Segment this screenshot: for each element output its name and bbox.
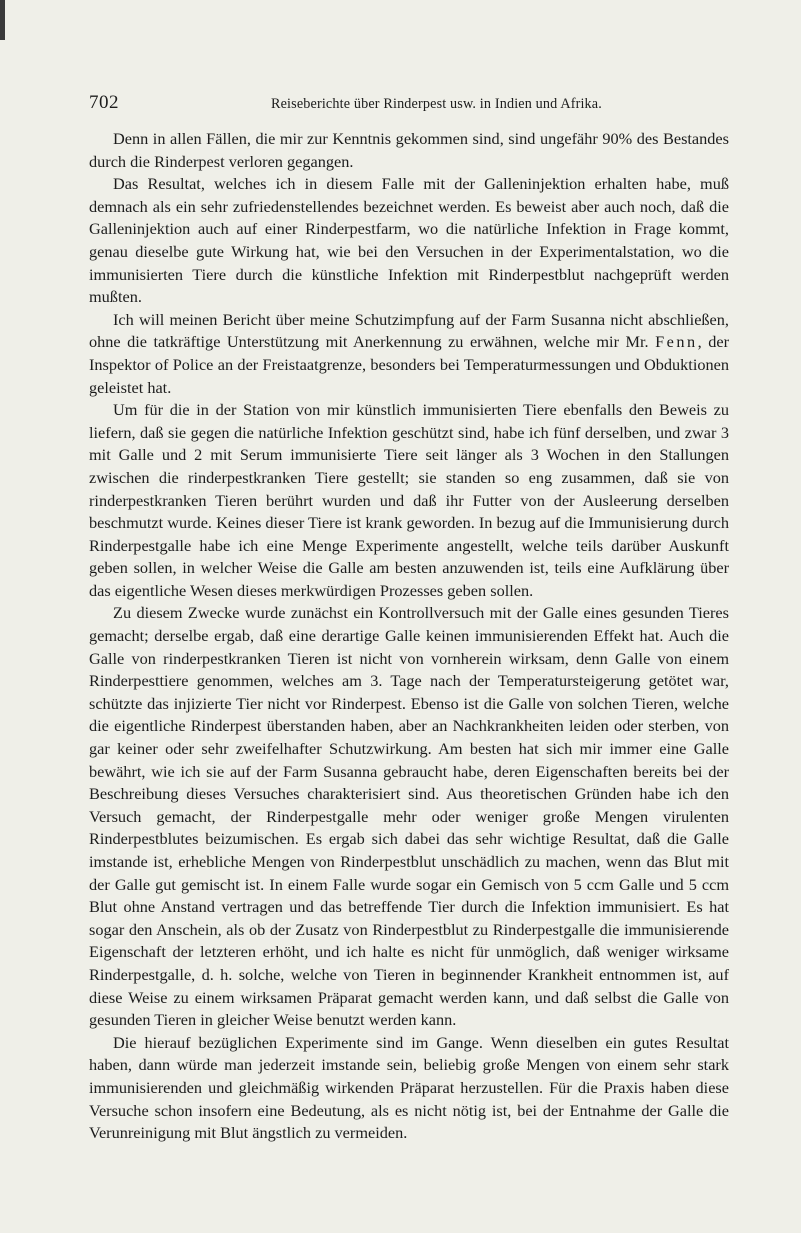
person-name-fenn: Fenn — [655, 332, 698, 352]
body-text — [89, 128, 729, 1145]
paragraph-4: Um für die in der Station von mir künstlich immunisierten Tiere ebenfalls den Beweis zu liefern, daß sie gegen die natürliche Infektion geschützt sind, habe ich fünf derselben, und zwar 3 mit Galle und 2 mit Serum immunisierte Tiere seit länger als 3 Wochen in den Stallungen zwischen die rinderpestkranken Tiere gestellt; sie standen so eng zusammen, daß sie von rinderpestkranken Tieren berührt wurden und daß ihr Futter von der Ausleerung derselben beschmutzt wurde. Keines dieser Tiere ist krank geworden. In bezug auf die Immunisierung durch Rinderpestgalle habe ich eine Menge Experimente angestellt, welche teils darüber Auskunft geben sollen, in welcher Weise die Galle am besten anzuwenden ist, teils eine Aufklärung über das eigentliche Wesen dieses merkwürdigen Prozesses geben sollen. — [89, 400, 729, 600]
running-head: Reiseberichte über Rinderpest usw. in Indien und Afrika. — [271, 96, 602, 112]
paragraph-3-text-before: Ich will meinen Bericht über meine Schutzimpfung auf der Farm Susanna nicht abschließen, ohne die tatkräftige Unterstützung mit Anerkennung zu erwähnen, welche mir Mr. — [89, 309, 729, 352]
paragraph-3 — [89, 309, 729, 399]
paragraph-5: Zu diesem Zwecke wurde zunächst ein Kontrollversuch mit der Galle eines gesunden Tieres gemacht; derselbe ergab, daß eine derartige Galle keinen immunisierenden Effekt hat. Auch die Galle von rinderpestkranken Tieren ist nicht von vornherein wirksam, denn Galle von einem Rinderpesttiere genommen, welches am 3. Tage nach der Temperatursteigerung getötet war, schützte das injizierte Tier nicht vor Rinderpest. Ebenso ist die Galle von solchen Tieren, welche die eigentliche Rinderpest überstanden haben, aber an Nachkrankheiten leiden oder sterben, von gar keiner oder sehr zweifelhafter Schutzwirkung. Am besten hat sich mir immer eine Galle bewährt, wie ich sie auf der Farm Susanna gebraucht habe, deren Eigenschaften bereits bei der Beschreibung dieses Versuches charakterisiert sind. Aus theoretischen Gründen habe ich den Versuch gemacht, der Rinderpestgalle mehr oder weniger große Mengen virulenten Rinderpestblutes beizumischen. Es ergab sich dabei das sehr wichtige Resultat, daß die Galle imstande ist, erhebliche Mengen von Rinderpestblut unschädlich zu machen, wenn das Blut mit der Galle gut gemischt ist. In einem Falle wurde sogar ein Gemisch von 5 ccm Galle und 5 ccm Blut ohne Anstand vertragen und das betreffende Tier durch die Infektion immunisiert. Es hat sogar den Anschein, als ob der Zusatz von Rinderpestblut zu Rinderpestgalle die immunisierende Eigenschaft der letzteren erhöht, und ich halte es nicht für unmöglich, daß weniger wirksame Rinderpestgalle, d. h. solche, welche von Tieren in beginnender Krankheit entnommen ist, auf diese Weise zu einem wirksamen Präparat gemacht werden kann, und daß selbst die Galle von gesunden Tieren in gleicher Weise benutzt werden kann. — [89, 603, 729, 1030]
paragraph-2: Das Resultat, welches ich in diesem Falle mit der Galleninjektion erhalten habe, muß demnach als ein sehr zufriedenstellendes bezeichnet werden. Es beweist aber auch noch, daß die Galleninjektion auch auf einer Rinderpestfarm, wo die natürliche Infektion in Frage kommt, genau dieselbe gute Wirkung hat, wie bei den Versuchen in der Experimentalstation, wo die immunisierten Tiere durch die künstliche Infektion mit Rinderpestblut nachgeprüft werden mußten. — [89, 174, 729, 307]
paragraph-3-text-after: , der Inspektor of Police an der Freistaatgrenze, besonders bei Temperaturmessungen und Obduktionen geleistet hat. — [89, 332, 729, 397]
page-header — [89, 92, 729, 116]
page-number: 702 — [89, 92, 119, 113]
paragraph-1: Denn in allen Fällen, die mir zur Kenntnis gekommen sind, sind ungefähr 90% des Bestandes durch die Rinderpest verloren gegangen. — [89, 129, 729, 171]
page-edge-mark — [0, 0, 5, 40]
paragraph-6: Die hierauf bezüglichen Experimente sind im Gange. Wenn dieselben ein gutes Resultat haben, dann würde man jederzeit imstande sein, beliebig große Mengen von einem sehr stark immunisierenden und gleichmäßig wirkenden Präparat herzustellen. Für die Praxis haben diese Versuche schon insofern eine Bedeutung, als es nicht nötig ist, bei der Entnahme der Galle die Verunreinigung mit Blut ängstlich zu vermeiden. — [89, 1032, 729, 1143]
